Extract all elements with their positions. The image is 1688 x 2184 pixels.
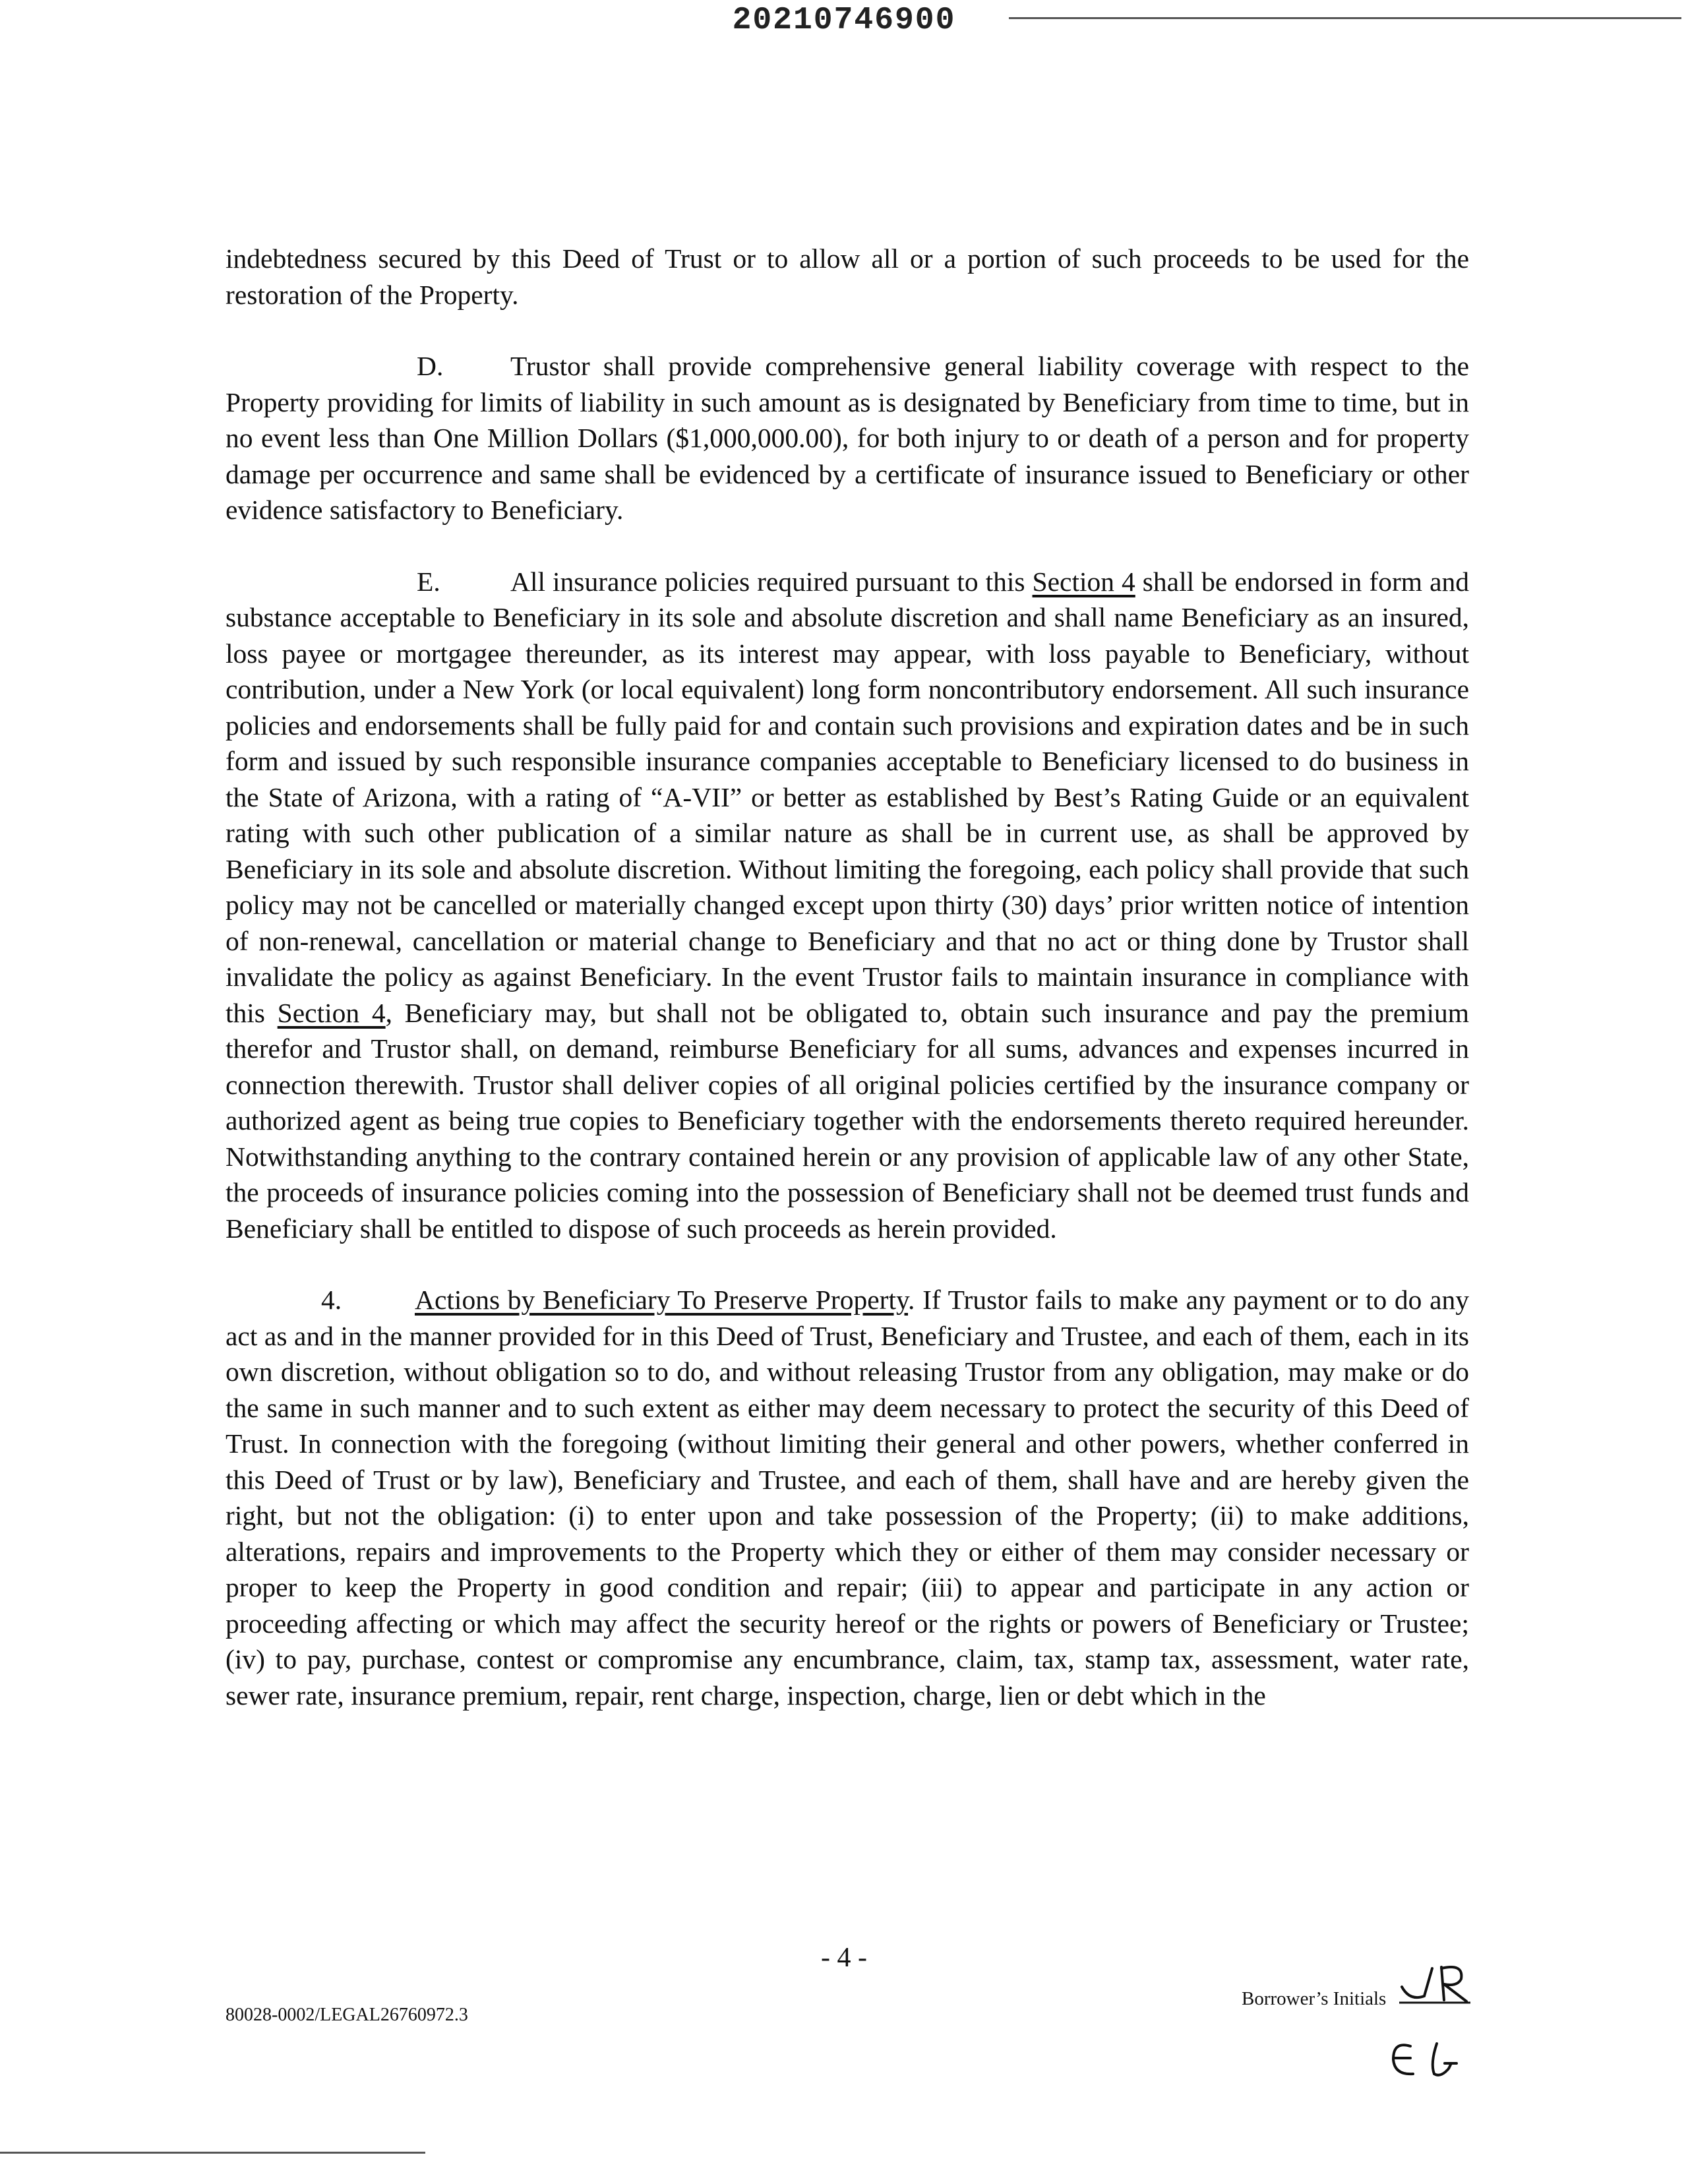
paragraph-c-continued xyxy=(226,241,1469,313)
paragraph-e-label: E. xyxy=(417,566,440,597)
initials-jr-signature xyxy=(1398,1962,1477,2008)
paragraph-e-text-3: , Beneficiary may, but shall not be obligated to, obtain such insurance and pay the premium therefor and Trustor shall, on demand, reimburse Beneficiary for all sums, advances and expenses incurred in connection therewith. Trustor shall deliver copies of all original policies certified by the insurance company or authorized agent as being true copies to Beneficiary together with the endorsements thereto required hereunder. Notwithstanding anything to the contrary contained herein or any provision of applicable law of any other State, the proceeds of insurance policies coming into the possession of Beneficiary shall not be deemed trust funds and Beneficiary shall be entitled to dispose of such proceeds as herein provided. xyxy=(226,997,1470,1244)
recording-number: 20210746900 xyxy=(732,3,956,38)
initials-e-stroke xyxy=(1393,2045,1413,2074)
section-4 xyxy=(226,1282,1469,1713)
section-4-text: . If Trustor fails to make any payment or to do any act as and in the manner provided for in this Deed of Trust, Beneficiary and Trustee, and each of them, each in its own discretion, without obligation so to do, and without releasing Trustor from any obligation, may make or do the same in such manner and to such extent as either may deem necessary to protect the security of this Deed of Trust. In connection with the foregoing (without limiting their general and other powers, whether conferred in this Deed of Trust or by law), Beneficiary and Trustee, and each of them, shall have and are hereby given the right, but not the obligation: (i) to enter upon and take possession of the Property; (ii) to make additions, alterations, repairs and improvements to the Property which they or either of them may consider necessary or proper to keep the Property in good condition and repair; (iii) to appear and participate in any action or proceeding affecting or which may affect the security hereof or the rights or powers of Beneficiary or Trustee; (iv) to pay, purchase, contest or compromise any encumbrance, claim, tax, stamp tax, assessment, water rate, sewer rate, insurance premium, repair, rent charge, inspection, charge, lien or debt which in the xyxy=(226,1285,1469,1711)
bottom-rule xyxy=(0,2152,425,2154)
initials-j-stroke xyxy=(1402,1968,1432,1997)
section-4-reference: Section 4 xyxy=(1032,566,1135,597)
paragraph-e-text-2: shall be endorsed in form and substance acceptable to Beneficiary in its sole and absolute discretion and shall name Beneficiary as an insured, loss payee or mortgagee thereunder, as its interest may appear, with loss payable to Beneficiary, without contribution, under a New York (or local equivalent) long form noncontributory endorsement. All such insurance policies and endorsements shall be fully paid for and contain such provisions and expiration dates and be in such form and issued by such responsible insurance companies acceptable to Beneficiary licensed to do business in the State of Arizona, with a rating of “A-VII” or better as established by Best’s Rating Guide or an equivalent rating with such other publication of a similar nature as shall be in current use, as shall be approved by Beneficiary in its sole and absolute discretion. Without limiting the foregoing, each policy shall provide that such policy may not be cancelled or materially changed except upon thirty (30) days’ prior written notice of intention of non-renewal, cancellation or material change to Beneficiary and that no act or thing done by Trustor shall invalidate the policy as against Beneficiary. In the event Trustor fails to maintain insurance in compliance with this xyxy=(226,566,1469,1028)
paragraph-e-text-1: All insurance policies required pursuant to this xyxy=(510,566,1025,597)
initials-eg-signature xyxy=(1388,2034,1467,2087)
paragraph-d-label: D. xyxy=(417,351,444,381)
document-code: 80028-0002/LEGAL26760972.3 xyxy=(226,2005,468,2025)
paragraph-c-text: indebtedness secured by this Deed of Trust or to allow all or a portion of such proceeds to be used for the restoration of the Property. xyxy=(226,243,1469,310)
page-number: - 4 - xyxy=(821,1943,867,1973)
top-rule xyxy=(1009,17,1681,19)
paragraph-e xyxy=(226,564,1469,1247)
initials-g-stroke xyxy=(1433,2044,1457,2075)
section-4-reference: Section 4 xyxy=(277,997,386,1028)
paragraph-d xyxy=(226,348,1469,528)
section-4-heading: Actions by Beneficiary To Preserve Property xyxy=(415,1285,909,1315)
document-body xyxy=(226,241,1469,1749)
section-4-number: 4. xyxy=(321,1285,342,1315)
paragraph-d-text: Trustor shall provide comprehensive general liability coverage with respect to the Property providing for limits of liability in such amount as is designated by Beneficiary from time to time, but in no event less than One Million Dollars ($1,000,000.00), for both injury to or death of a person and for property damage per occurrence and same shall be evidenced by a certificate of insurance issued to Beneficiary or other evidence satisfactory to Beneficiary. xyxy=(226,351,1469,525)
borrower-initials-label: Borrower’s Initials xyxy=(1242,1988,1387,2009)
initials-r-stroke xyxy=(1441,1967,1466,2001)
